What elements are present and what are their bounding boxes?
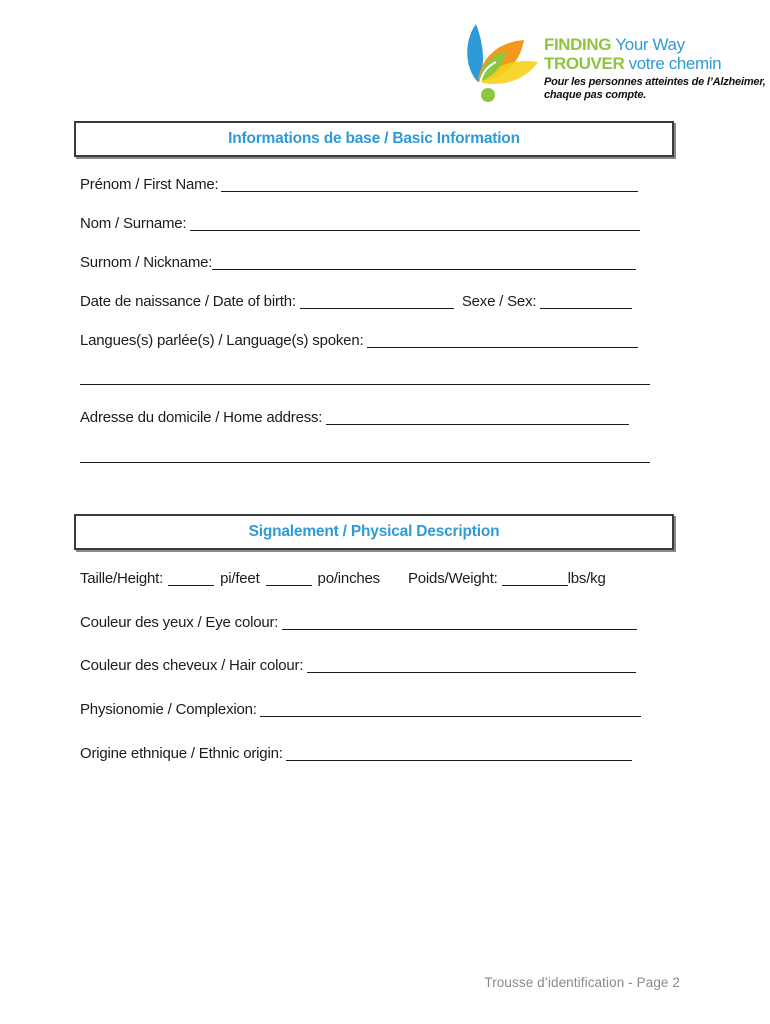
feet-unit-label: pi/feet <box>220 570 260 587</box>
first-name-label: Prénom / First Name: <box>80 176 219 193</box>
hair-colour-label: Couleur des cheveux / Hair colour: <box>80 657 304 674</box>
logo-tagline-2: chaque pas compte. <box>544 89 647 101</box>
hair-colour-field[interactable] <box>307 654 636 673</box>
first-name-row <box>80 173 638 195</box>
ethnic-origin-label: Origine ethnique / Ethnic origin: <box>80 745 283 762</box>
weight-field[interactable] <box>502 567 568 586</box>
sex-field[interactable] <box>540 290 632 309</box>
inches-unit-label: po/inches <box>317 570 380 587</box>
hair-colour-row <box>80 654 636 676</box>
section-title-physical: Signalement / Physical Description <box>248 523 500 540</box>
section-header-basic-information <box>74 121 674 157</box>
complexion-row <box>80 698 641 720</box>
ethnic-origin-row <box>80 742 632 764</box>
logo-your-way-text: Your Way <box>615 35 685 54</box>
nickname-label: Surnom / Nickname: <box>80 254 213 271</box>
address-field[interactable] <box>326 406 629 425</box>
weight-unit-label: lbs/kg <box>567 570 606 587</box>
nickname-field[interactable] <box>212 251 636 270</box>
complexion-label: Physionomie / Complexion: <box>80 701 257 718</box>
logo-trouver-text: TROUVER <box>544 54 625 73</box>
address-continuation-field[interactable] <box>80 461 650 463</box>
surname-row <box>80 212 640 234</box>
logo-tagline-1: Pour les personnes atteintes de l’Alzheimer, <box>544 76 766 88</box>
dob-sex-row <box>80 290 632 312</box>
height-label: Taille/Height: <box>80 570 164 587</box>
surname-field[interactable] <box>190 212 640 231</box>
weight-label: Poids/Weight: <box>407 570 498 587</box>
dob-field[interactable] <box>300 290 454 309</box>
height-feet-field[interactable] <box>168 567 214 586</box>
languages-label: Langues(s) parlée(s) / Language(s) spoken: <box>80 332 364 349</box>
complexion-field[interactable] <box>260 698 641 717</box>
first-name-field[interactable] <box>221 173 638 192</box>
section-title-basic: Informations de base / Basic Information <box>228 130 520 147</box>
eye-colour-label: Couleur des yeux / Eye colour: <box>80 614 279 631</box>
address-label: Adresse du domicile / Home address: <box>80 409 323 426</box>
eye-colour-field[interactable] <box>282 611 637 630</box>
address-row <box>80 406 629 428</box>
languages-row <box>80 329 638 351</box>
nickname-row <box>80 251 636 273</box>
height-weight-row <box>80 567 606 589</box>
eye-colour-row <box>80 611 637 633</box>
section-header-physical-description <box>74 514 674 550</box>
languages-field[interactable] <box>367 329 638 348</box>
ethnic-origin-field[interactable] <box>286 742 632 761</box>
languages-continuation-field[interactable] <box>80 383 650 385</box>
logo-finding-text: FINDING <box>544 35 612 54</box>
dob-label: Date de naissance / Date of birth: <box>80 293 296 310</box>
logo-votre-chemin-text: votre chemin <box>628 54 722 73</box>
page-footer: Trousse d’identification - Page 2 <box>484 975 680 990</box>
surname-label: Nom / Surname: <box>80 215 187 232</box>
finding-your-way-logo <box>462 20 766 110</box>
sex-label: Sexe / Sex: <box>461 293 537 310</box>
leaf-logo-icon <box>462 20 546 110</box>
height-inches-field[interactable] <box>266 567 312 586</box>
